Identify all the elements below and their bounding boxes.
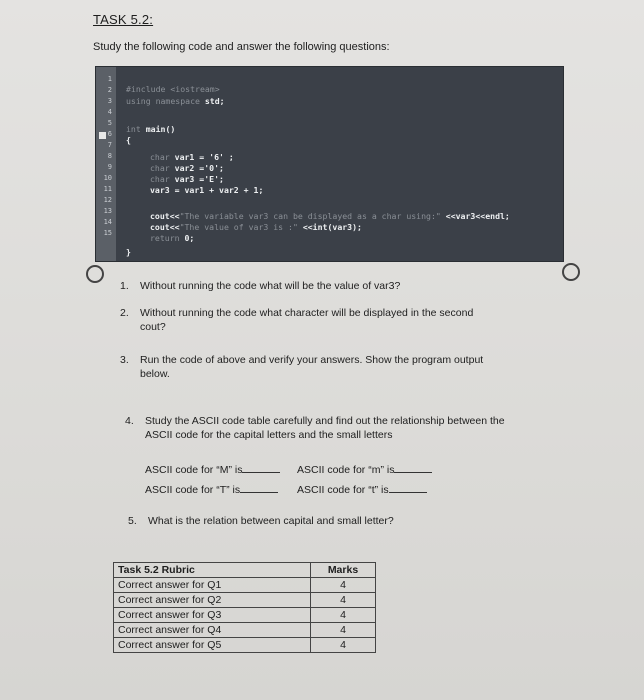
punch-hole-left-icon — [86, 265, 104, 283]
ascii-label: ASCII code for “t” is — [297, 484, 389, 496]
ascii-label: ASCII code for “m” is — [297, 464, 395, 476]
code-token: 0; — [179, 233, 195, 243]
question-number: 2. — [120, 307, 129, 319]
line-number: 5 — [107, 119, 112, 127]
rubric-table — [113, 562, 376, 653]
answer-blank — [242, 462, 280, 473]
code-token: main() — [140, 124, 176, 134]
ascii-m-lower — [297, 462, 432, 476]
code-token: char — [150, 174, 170, 184]
line-number: 12 — [103, 196, 112, 204]
question-text-continued: cout? — [140, 321, 166, 333]
line-number: 15 — [103, 229, 112, 237]
question-number: 3. — [120, 354, 129, 366]
code-token: std; — [199, 96, 225, 106]
rubric-header-marks: Marks — [311, 563, 376, 578]
question-text: Without running the code what character will be displayed in the second — [140, 307, 474, 319]
question-1 — [120, 279, 400, 293]
rubric-criterion: Correct answer for Q1 — [114, 578, 311, 593]
code-token: return — [150, 233, 180, 243]
ascii-t-lower — [297, 482, 427, 496]
code-line-brace-close: } — [126, 247, 131, 257]
code-token: using namespace — [126, 96, 200, 106]
table-row — [114, 578, 376, 593]
code-line-var3 — [150, 174, 224, 184]
line-number: 11 — [103, 185, 112, 193]
question-text-continued: ASCII code for the capital letters and the small letters — [145, 429, 393, 441]
rubric-criterion: Correct answer for Q5 — [114, 638, 311, 653]
rubric-marks: 4 — [311, 623, 376, 638]
question-3 — [120, 353, 483, 381]
table-row — [114, 608, 376, 623]
code-line-cout2 — [150, 222, 362, 232]
question-text: Run the code of above and verify your answers. Show the program output — [140, 354, 484, 366]
code-line-cout1 — [150, 211, 510, 221]
rubric-criterion: Correct answer for Q4 — [114, 623, 311, 638]
table-row — [114, 638, 376, 653]
question-5 — [128, 514, 394, 528]
code-token: var2 ='0'; — [169, 163, 224, 173]
code-token: var3 ='E'; — [169, 174, 224, 184]
line-number: 4 — [107, 108, 112, 116]
question-text: Study the ASCII code table carefully and find out the relationship between the — [145, 415, 505, 427]
rubric-header-title: Task 5.2 Rubric — [114, 563, 311, 578]
ascii-label: ASCII code for “M” is — [145, 464, 243, 476]
code-token: <<var3<<endl; — [440, 211, 510, 221]
code-token: "The variable var3 can be displayed as a char using:" — [179, 211, 441, 221]
line-number: 9 — [107, 163, 112, 171]
code-line-var2 — [150, 163, 224, 173]
code-line-var1 — [150, 152, 234, 162]
question-text-continued: below. — [140, 368, 170, 380]
answer-blank — [394, 462, 432, 473]
ascii-m-upper — [145, 462, 280, 476]
code-line-brace-open: { — [126, 135, 131, 145]
code-token: cout<< — [150, 222, 180, 232]
task-title: TASK 5.2: — [93, 12, 154, 27]
question-number: 1. — [120, 280, 129, 292]
code-token: var1 = '6' ; — [169, 152, 234, 162]
line-number: 7 — [107, 141, 112, 149]
punch-hole-right-icon — [562, 263, 580, 281]
line-number: 1 — [107, 75, 112, 83]
rubric-marks: 4 — [311, 578, 376, 593]
question-text: What is the relation between capital and small letter? — [148, 515, 394, 527]
code-line-return — [150, 233, 194, 243]
code-line-assign: var3 = var1 + var2 + 1; — [150, 185, 264, 195]
question-number: 4. — [125, 415, 134, 427]
code-token: char — [150, 163, 170, 173]
code-token: cout<< — [150, 211, 180, 221]
code-line-include: #include <iostream> — [126, 84, 220, 94]
line-number: 10 — [103, 174, 112, 182]
line-number: 3 — [107, 97, 112, 105]
code-token: "The value of var3 is :" — [179, 222, 298, 232]
fold-marker-icon — [99, 132, 106, 139]
code-line-main — [126, 124, 175, 134]
line-number: 2 — [107, 86, 112, 94]
code-screenshot — [95, 66, 564, 262]
code-line-using — [126, 96, 225, 106]
answer-blank — [240, 482, 278, 493]
rubric-criterion: Correct answer for Q2 — [114, 593, 311, 608]
table-row — [114, 593, 376, 608]
answer-blank — [389, 482, 427, 493]
question-text: Without running the code what will be the value of var3? — [140, 280, 401, 292]
line-number: 8 — [107, 152, 112, 160]
question-number: 5. — [128, 515, 137, 527]
question-2 — [120, 306, 473, 334]
line-number-gutter — [96, 67, 116, 261]
code-token: <<int(var3); — [297, 222, 362, 232]
line-number: 13 — [103, 207, 112, 215]
code-token: int — [126, 124, 141, 134]
code-token: char — [150, 152, 170, 162]
question-4 — [125, 414, 505, 442]
ascii-label: ASCII code for “T” is — [145, 484, 241, 496]
ascii-t-upper — [145, 482, 278, 496]
rubric-header-row — [114, 563, 376, 578]
rubric-criterion: Correct answer for Q3 — [114, 608, 311, 623]
line-number: 14 — [103, 218, 112, 226]
rubric-marks: 4 — [311, 593, 376, 608]
intro-text: Study the following code and answer the following questions: — [93, 41, 390, 53]
table-row — [114, 623, 376, 638]
rubric-marks: 4 — [311, 608, 376, 623]
line-number: 6 — [107, 130, 112, 138]
rubric-marks: 4 — [311, 638, 376, 653]
